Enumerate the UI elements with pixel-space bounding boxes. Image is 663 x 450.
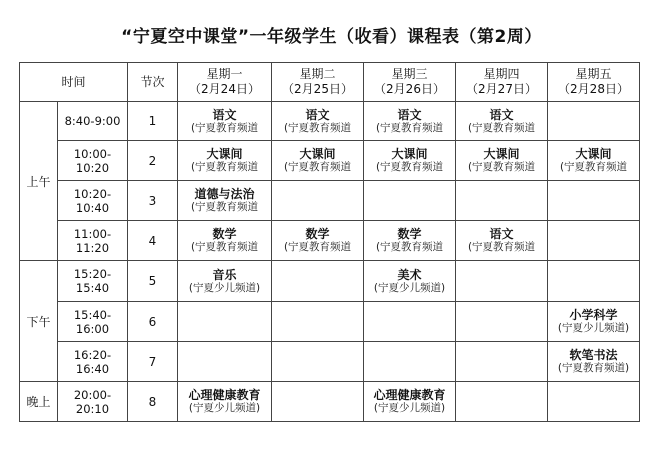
channel: (宁夏教育频道 [467, 241, 536, 253]
header-tuesday [272, 63, 364, 102]
class-cell [364, 181, 456, 221]
class-cell [548, 102, 640, 141]
class-cell [456, 261, 548, 302]
subject: 大课间 [575, 147, 612, 161]
class-cell [456, 141, 548, 181]
time-cell: 16:20-16:40 [58, 342, 128, 382]
channel: (宁夏教育频道) [557, 362, 630, 374]
subject: 语文 [305, 107, 330, 122]
channel: (宁夏少儿频道) [188, 402, 261, 414]
day-date: （2月27日） [466, 82, 537, 96]
table-row [20, 302, 640, 342]
channel: (宁夏少儿频道) [373, 281, 446, 294]
class-cell [456, 382, 548, 422]
class-cell [456, 302, 548, 342]
subject: 大课间 [391, 147, 428, 161]
day-name: 星期三 [391, 67, 428, 81]
class-cell [364, 342, 456, 382]
channel: (宁夏教育频道 [190, 241, 259, 253]
class-cell [548, 382, 640, 422]
header-monday [178, 63, 272, 102]
section-number: 5 [128, 261, 178, 302]
time-cell: 10:00-10:20 [58, 141, 128, 181]
subject: 数学 [305, 227, 330, 241]
class-cell [364, 141, 456, 181]
class-cell [272, 302, 364, 342]
subject: 数学 [397, 227, 422, 241]
class-cell [178, 181, 272, 221]
time-cell: 15:40-16:00 [58, 302, 128, 342]
page-title: “宁夏空中课堂”一年级学生（收看）课程表（第2周） [121, 27, 542, 47]
header-friday [548, 63, 640, 102]
class-cell [272, 102, 364, 141]
subject: 小学科学 [569, 308, 618, 322]
day-date: （2月24日） [189, 82, 260, 96]
table-row [20, 141, 640, 181]
period-evening: 晚上 [20, 382, 58, 422]
section-number: 4 [128, 221, 178, 261]
subject: 心理健康教育 [188, 388, 261, 402]
section-number: 2 [128, 141, 178, 181]
class-cell [178, 102, 272, 141]
subject: 语文 [489, 227, 514, 241]
class-cell [548, 141, 640, 181]
day-date: （2月25日） [282, 82, 353, 96]
day-name: 星期二 [299, 67, 336, 81]
class-cell [272, 382, 364, 422]
class-cell [364, 102, 456, 141]
class-cell [456, 342, 548, 382]
time-cell: 15:20-15:40 [58, 261, 128, 302]
section-number: 7 [128, 342, 178, 382]
period-morning: 上午 [20, 102, 58, 261]
section-number: 3 [128, 181, 178, 221]
class-cell [178, 302, 272, 342]
day-name: 星期五 [575, 67, 612, 81]
subject: 道德与法治 [194, 187, 255, 201]
schedule-table [19, 62, 640, 422]
header-wednesday [364, 63, 456, 102]
channel: (宁夏教育频道 [190, 201, 259, 213]
class-cell [272, 342, 364, 382]
class-cell [548, 302, 640, 342]
subject: 大课间 [483, 147, 520, 161]
class-cell [272, 141, 364, 181]
channel: (宁夏教育频道 [375, 121, 444, 134]
channel: (宁夏教育频道 [190, 121, 259, 134]
subject: 美术 [397, 267, 422, 282]
table-row [20, 102, 640, 141]
channel: (宁夏教育频道 [283, 161, 352, 173]
subject: 语文 [397, 107, 422, 122]
time-cell: 10:20-10:40 [58, 181, 128, 221]
channel: (宁夏少儿频道) [373, 402, 446, 414]
day-name: 星期一 [206, 67, 243, 81]
class-cell [178, 342, 272, 382]
section-number: 8 [128, 382, 178, 422]
channel: (宁夏少儿频道) [188, 281, 261, 294]
table-row [20, 342, 640, 382]
table-row [20, 382, 640, 422]
subject: 数学 [212, 227, 237, 241]
time-cell: 11:00-11:20 [58, 221, 128, 261]
channel: (宁夏教育频道 [375, 161, 444, 173]
section-number: 6 [128, 302, 178, 342]
channel: (宁夏教育频道 [283, 121, 352, 134]
class-cell [178, 141, 272, 181]
class-cell [364, 221, 456, 261]
channel: (宁夏教育频道 [559, 161, 628, 173]
header-row [20, 63, 640, 102]
table-row [20, 221, 640, 261]
channel: (宁夏教育频道 [190, 161, 259, 173]
subject: 软笔书法 [569, 348, 618, 362]
channel: (宁夏教育频道 [467, 161, 536, 173]
day-date: （2月28日） [558, 82, 629, 96]
subject: 大课间 [299, 147, 336, 161]
class-cell [548, 342, 640, 382]
header-thursday [456, 63, 548, 102]
class-cell [456, 181, 548, 221]
time-cell: 8:40-9:00 [58, 102, 128, 141]
class-cell [456, 221, 548, 261]
class-cell [272, 221, 364, 261]
class-cell [178, 261, 272, 302]
channel: (宁夏少儿频道) [557, 322, 630, 334]
class-cell [178, 221, 272, 261]
class-cell [364, 382, 456, 422]
class-cell [364, 261, 456, 302]
class-cell [178, 382, 272, 422]
header-time: 时间 [20, 63, 128, 102]
period-afternoon: 下午 [20, 261, 58, 382]
class-cell [272, 261, 364, 302]
subject: 心理健康教育 [373, 388, 446, 402]
channel: (宁夏教育频道 [467, 121, 536, 134]
channel: (宁夏教育频道 [375, 241, 444, 253]
subject: 语文 [212, 107, 237, 122]
table-row [20, 181, 640, 221]
class-cell [364, 302, 456, 342]
day-date: （2月26日） [374, 82, 445, 96]
subject: 大课间 [206, 147, 243, 161]
section-number: 1 [128, 102, 178, 141]
time-cell: 20:00-20:10 [58, 382, 128, 422]
header-section: 节次 [128, 63, 178, 102]
class-cell [548, 221, 640, 261]
class-cell [548, 181, 640, 221]
subject: 语文 [489, 107, 514, 122]
subject: 音乐 [212, 267, 237, 282]
channel: (宁夏教育频道 [283, 241, 352, 253]
table-row [20, 261, 640, 302]
class-cell [456, 102, 548, 141]
class-cell [272, 181, 364, 221]
class-cell [548, 261, 640, 302]
day-name: 星期四 [483, 67, 520, 81]
